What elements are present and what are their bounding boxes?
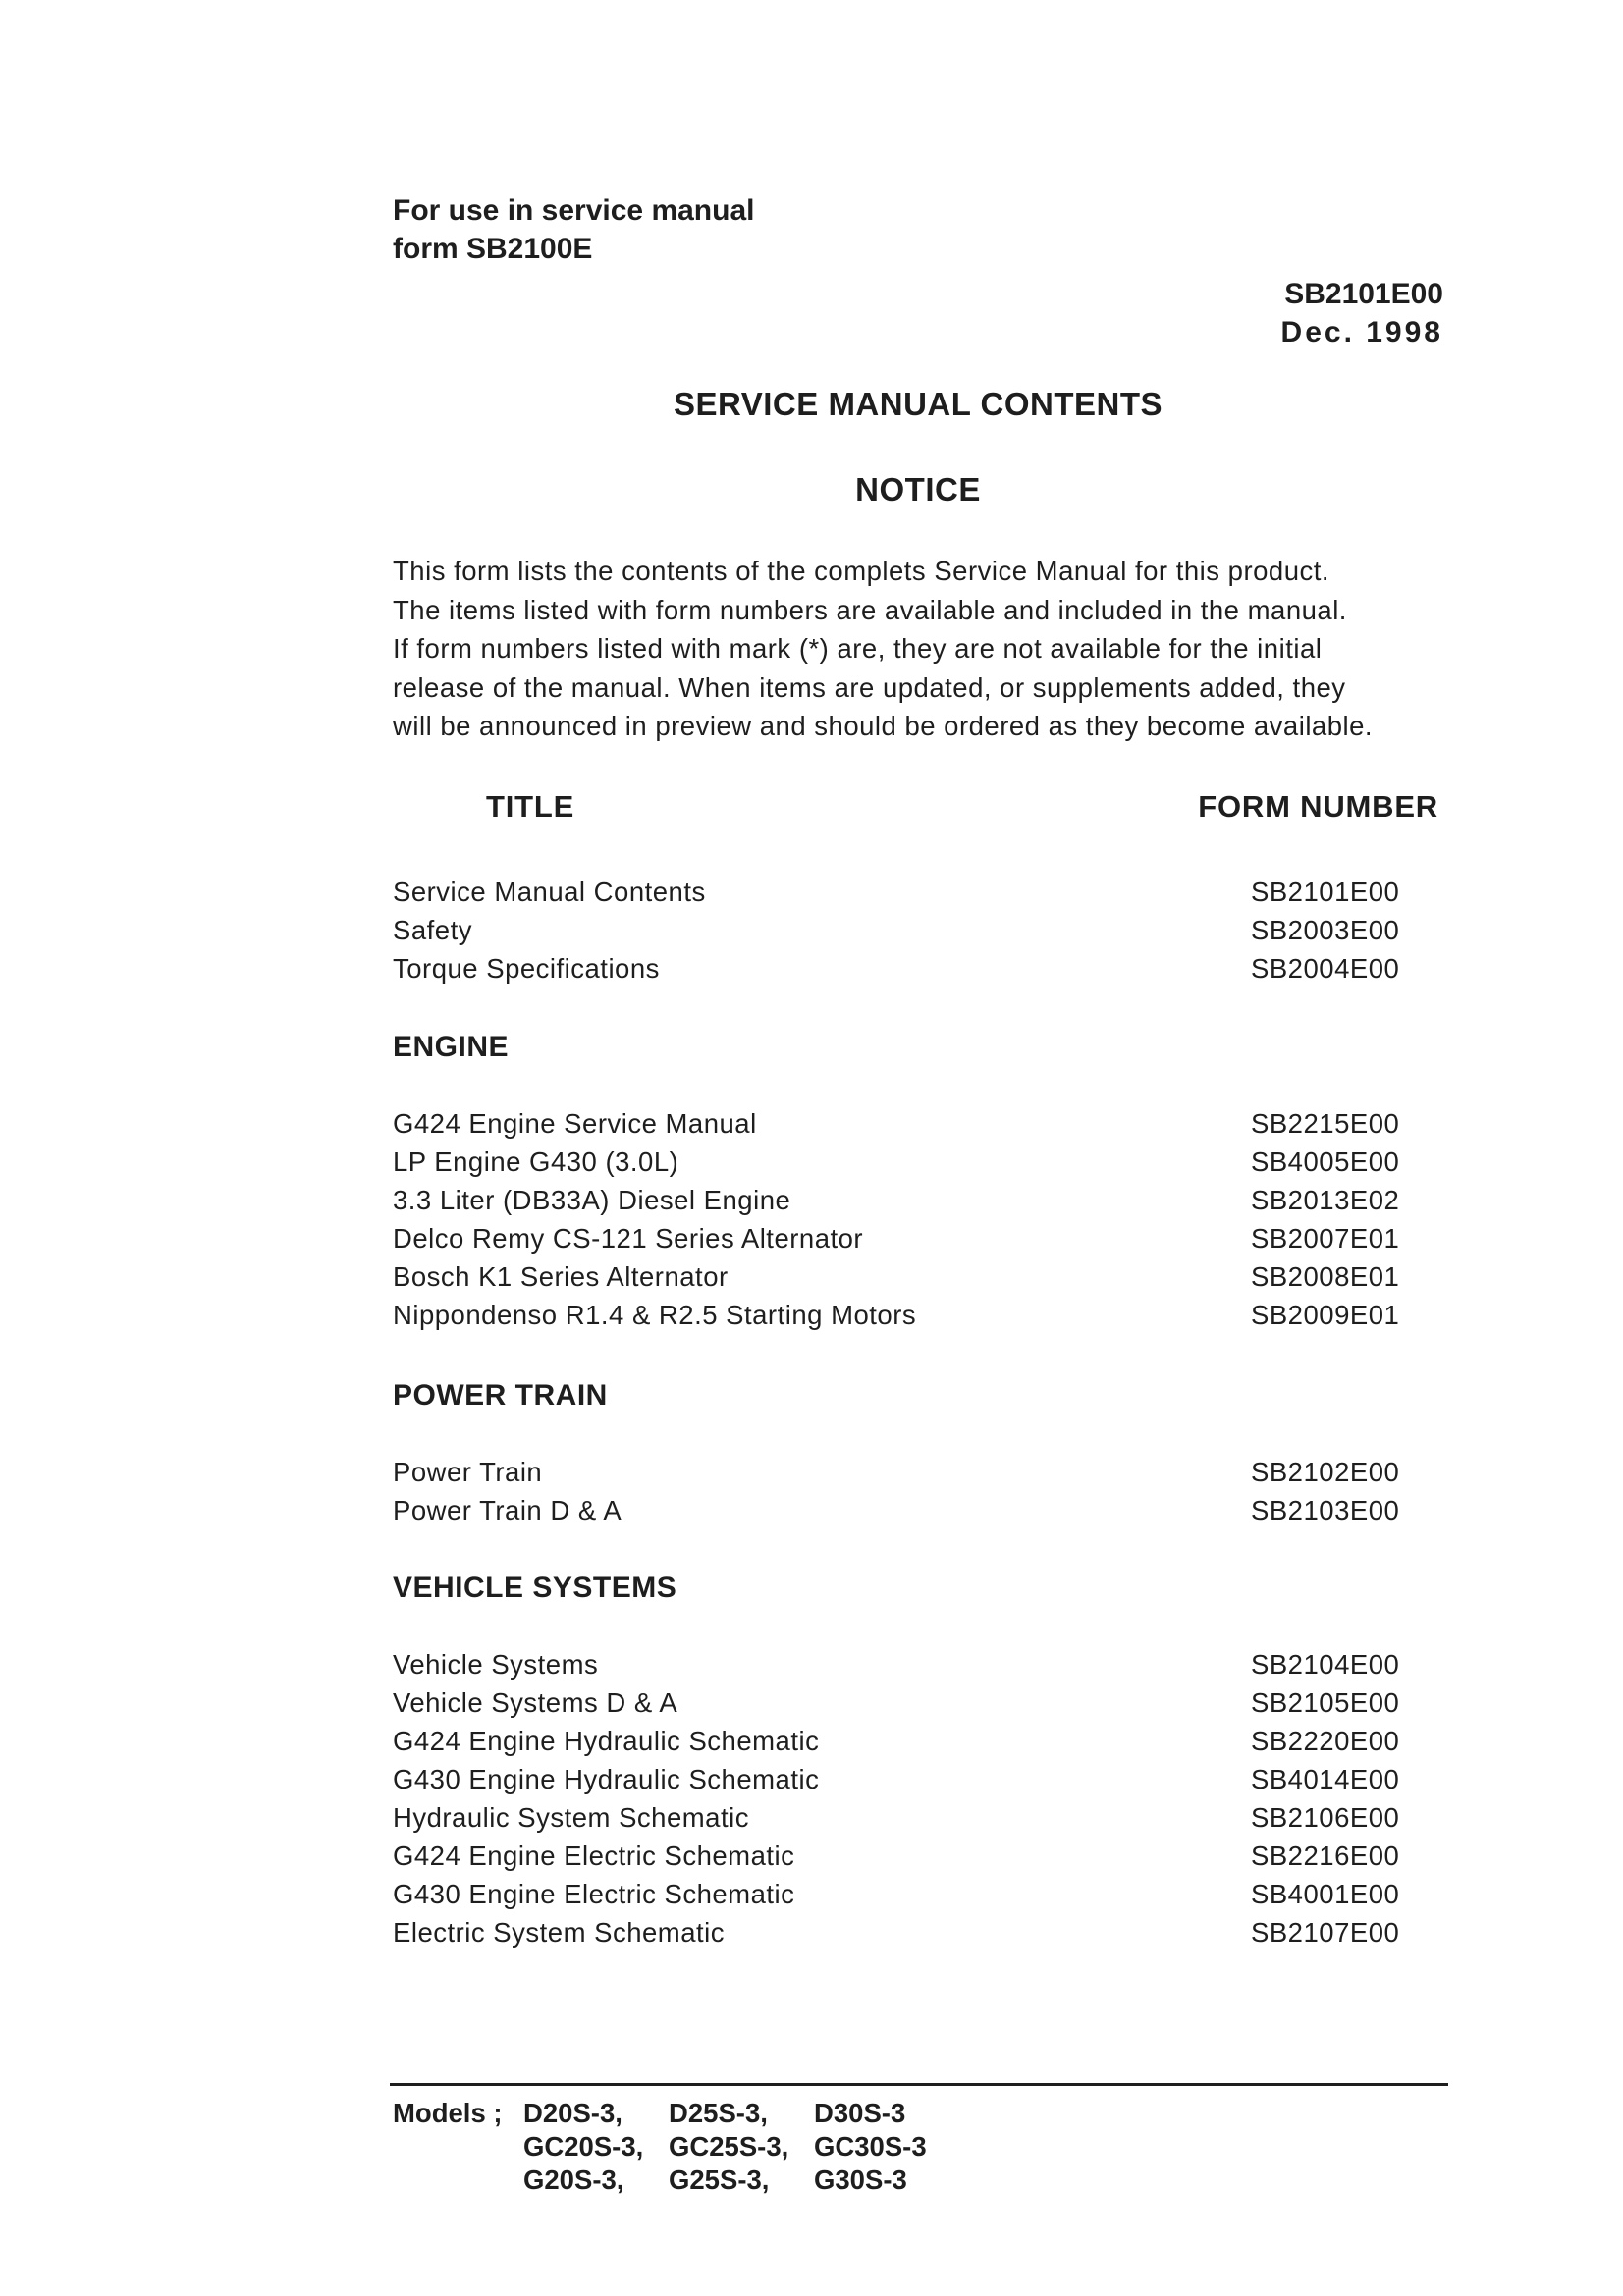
item-title: Service Manual Contents [393, 877, 706, 907]
usage-note-line-2: form SB2100E [393, 233, 593, 265]
model-name: GC25S-3, [669, 2131, 789, 2162]
item-title: Power Train [393, 1457, 543, 1487]
item-form-number: SB2009E01 [1251, 1300, 1400, 1330]
contents-row [393, 1261, 1443, 1300]
item-title: Vehicle Systems [393, 1649, 599, 1680]
contents-row [393, 1457, 1443, 1495]
item-form-number: SB2013E02 [1251, 1185, 1400, 1215]
model-name: D25S-3, [669, 2098, 768, 2128]
item-title: G424 Engine Service Manual [393, 1108, 757, 1139]
contents-row [393, 1841, 1443, 1879]
contents-row [393, 1223, 1443, 1261]
section-heading-vehicle-systems: VEHICLE SYSTEMS [393, 1572, 677, 1604]
item-form-number: SB2007E01 [1251, 1223, 1400, 1254]
item-form-number: SB2106E00 [1251, 1802, 1400, 1833]
item-form-number: SB2003E00 [1251, 915, 1400, 945]
item-form-number: SB2004E00 [1251, 953, 1400, 984]
item-form-number: SB2103E00 [1251, 1495, 1400, 1525]
issue-date: Dec. 1998 [1280, 316, 1443, 348]
contents-row [393, 1649, 1443, 1687]
item-title: Nippondenso R1.4 & R2.5 Starting Motors [393, 1300, 917, 1330]
item-title: Delco Remy CS-121 Series Alternator [393, 1223, 864, 1254]
item-form-number: SB2107E00 [1251, 1917, 1400, 1948]
contents-row [393, 953, 1443, 991]
usage-note [393, 191, 754, 268]
contents-row [393, 877, 1443, 915]
models-label: Models ; [393, 2098, 503, 2128]
item-form-number: SB2102E00 [1251, 1457, 1400, 1487]
item-form-number: SB4014E00 [1251, 1764, 1400, 1794]
contents-row [393, 1726, 1443, 1764]
contents-row [393, 1147, 1443, 1185]
item-form-number: SB2008E01 [1251, 1261, 1400, 1292]
item-title: Torque Specifications [393, 953, 660, 984]
notice-line: This form lists the contents of the complets Service Manual for this product. [393, 556, 1330, 586]
model-name: G25S-3, [669, 2164, 770, 2195]
item-title: Safety [393, 915, 472, 945]
notice-line: release of the manual. When items are updated, or supplements added, they [393, 671, 1346, 703]
form-info [1281, 275, 1443, 351]
contents-row [393, 1108, 1443, 1147]
section-heading-power-train: POWER TRAIN [393, 1379, 608, 1412]
footer-divider [390, 2083, 1448, 2086]
usage-note-line-1: For use in service manual [393, 194, 755, 227]
item-form-number: SB2216E00 [1251, 1841, 1400, 1871]
item-form-number: SB2101E00 [1251, 877, 1400, 907]
item-form-number: SB2220E00 [1251, 1726, 1400, 1756]
item-title: G430 Engine Hydraulic Schematic [393, 1764, 820, 1794]
contents-row [393, 1879, 1443, 1917]
model-name: GC30S-3 [814, 2131, 927, 2162]
item-title: G424 Engine Hydraulic Schematic [393, 1726, 820, 1756]
item-form-number: SB2105E00 [1251, 1687, 1400, 1718]
item-title: Electric System Schematic [393, 1917, 726, 1948]
item-form-number: SB4005E00 [1251, 1147, 1400, 1177]
item-form-number: SB2104E00 [1251, 1649, 1400, 1680]
contents-row [393, 1687, 1443, 1726]
item-form-number: SB2215E00 [1251, 1108, 1400, 1139]
item-title: Vehicle Systems D & A [393, 1687, 678, 1718]
contents-row [393, 1495, 1443, 1533]
model-name: GC20S-3, [523, 2131, 644, 2162]
form-code: SB2101E00 [1284, 278, 1443, 310]
model-name: G30S-3 [814, 2164, 907, 2195]
document-page [393, 0, 1443, 2296]
item-title: 3.3 Liter (DB33A) Diesel Engine [393, 1185, 791, 1215]
notice-line: will be announced in preview and should be ordered as they become available. [393, 711, 1374, 741]
item-title: Hydraulic System Schematic [393, 1802, 749, 1833]
notice-line: The items listed with form numbers are available and included in the manual. [393, 594, 1347, 625]
contents-row [393, 915, 1443, 953]
document-title: SERVICE MANUAL CONTENTS [674, 386, 1163, 422]
column-header-title: TITLE [486, 789, 575, 824]
model-name: G20S-3, [523, 2164, 624, 2195]
section-heading-engine: ENGINE [393, 1031, 510, 1063]
item-form-number: SB4001E00 [1251, 1879, 1400, 1909]
item-title: Power Train D & A [393, 1495, 622, 1525]
contents-row [393, 1185, 1443, 1223]
model-name: D30S-3 [814, 2098, 906, 2128]
contents-row [393, 1300, 1443, 1338]
item-title: G424 Engine Electric Schematic [393, 1841, 795, 1871]
notice-heading: NOTICE [855, 471, 981, 507]
contents-row [393, 1802, 1443, 1841]
column-header-form-number: FORM NUMBER [1198, 789, 1438, 824]
contents-row [393, 1917, 1443, 1955]
contents-row [393, 1764, 1443, 1802]
item-title: Bosch K1 Series Alternator [393, 1261, 729, 1292]
model-name: D20S-3, [523, 2098, 622, 2128]
item-title: LP Engine G430 (3.0L) [393, 1147, 679, 1177]
notice-text [393, 552, 1373, 746]
notice-line: If form numbers listed with mark (*) are, they are not available for the initial [393, 633, 1323, 664]
item-title: G430 Engine Electric Schematic [393, 1879, 795, 1909]
